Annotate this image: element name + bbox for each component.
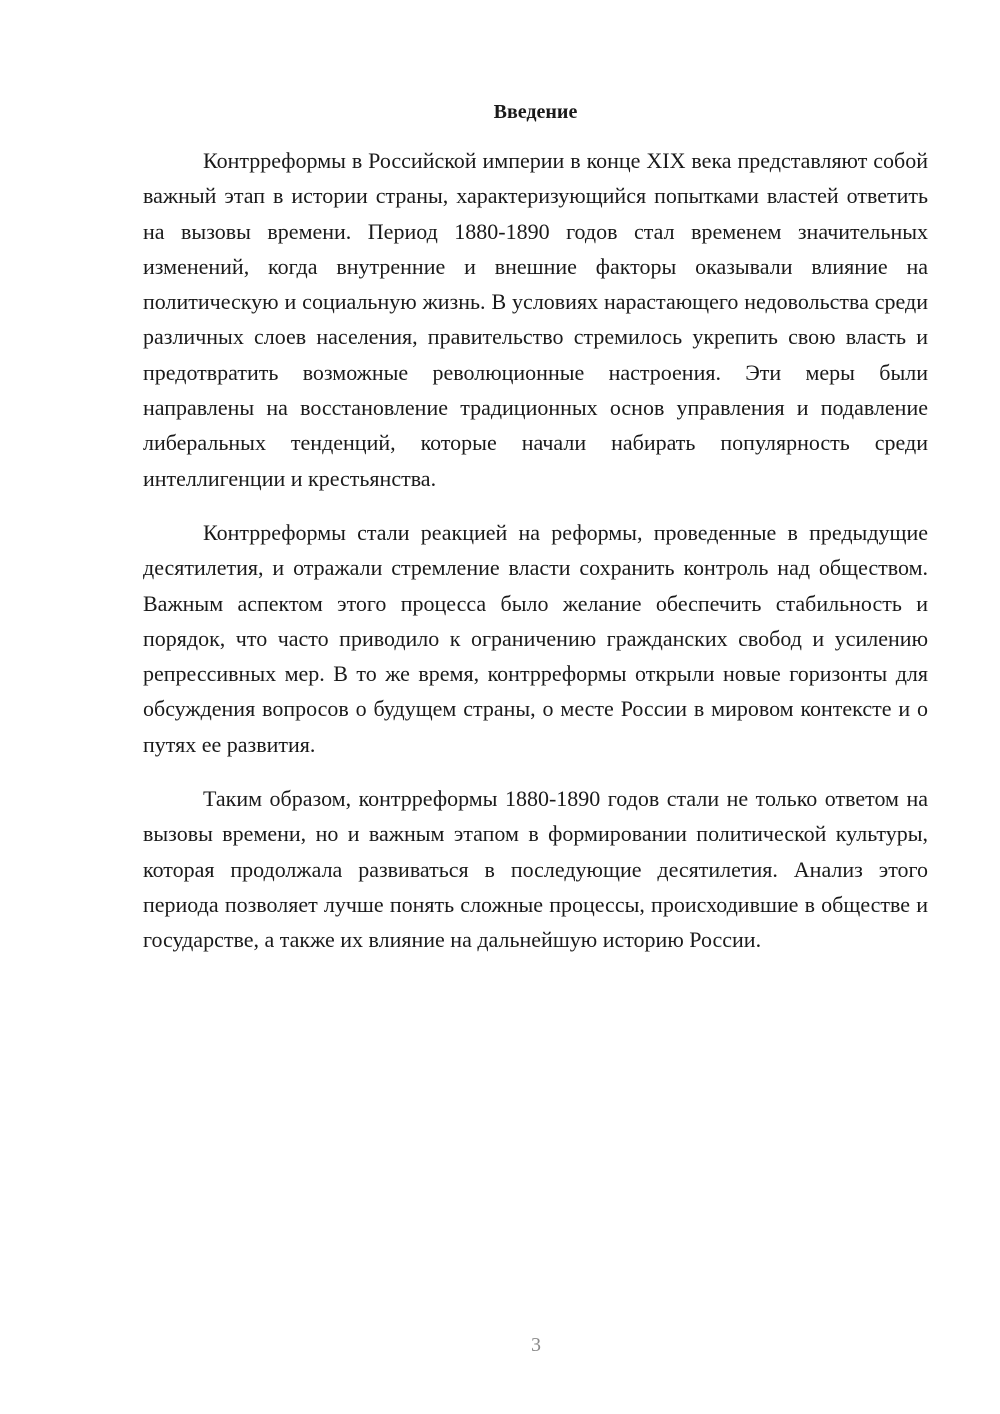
paragraph-3: Таким образом, контрреформы 1880-1890 годов стали не только ответом на вызовы времени, но и важным этапом в формировании политической культуры, которая продолжала развиваться в последующие десятилетия. Анализ этого периода позволяет лучше понять сложные процессы, происходившие в обществе и государстве, а также их влияние на дальнейшую историю России. [143,786,928,953]
paragraph-2: Контрреформы стали реакцией на реформы, проведенные в предыдущие десятилетия, и отражали стремление власти сохранить контроль над обществом. Важным аспектом этого процесса было желание обеспечить стабильность и порядок, что часто приводило к ограничению гражданских свобод и усилению репрессивных мер. В то же время, контрреформы открыли новые горизонты для обсуждения вопросов о будущем страны, о месте России в мировом контексте и о путях ее развития. [143,519,928,757]
body-text [143,143,928,977]
section-title: Введение [493,101,578,123]
paragraph-1: Контрреформы в Российской империи в конце XIX века представляют собой важный этап в истории страны, характеризующийся попытками властей ответить на вызовы времени. Период 1880-1890 годов стал временем значительных изменений, когда внутренние и внешние факторы оказывали влияние на политическую и социальную жизнь. В условиях нарастающего недовольства среди различных слоев населения, правительство стремилось укрепить свою власть и предотвратить возможные революционные настроения. Эти меры были направлены на восстановление традиционных основ управления и подавление либеральных тенденций, которые начали набирать популярность среди интеллигенции и крестьянства. [143,148,928,491]
page-number: 3 [531,1334,541,1356]
